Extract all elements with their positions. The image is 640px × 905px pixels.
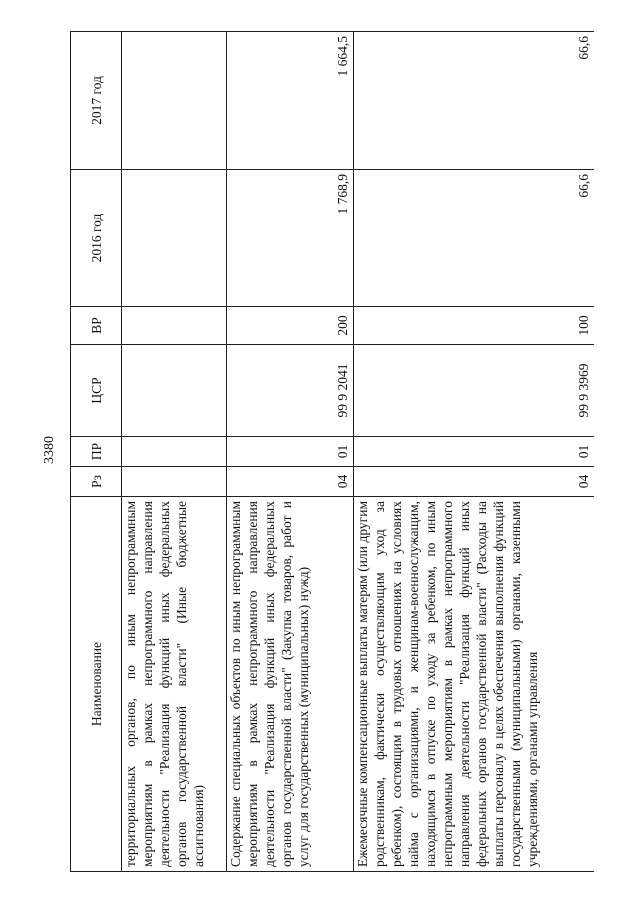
header-vr: ВР [71,307,122,345]
row-vr: 200 [227,307,354,345]
table-row [354,32,595,872]
row-pr: 01 [227,437,354,467]
header-2016: 2016 год [71,170,122,307]
header-name: Наименование [71,497,122,872]
header-pr: ПР [71,437,122,467]
row-rz [122,467,227,497]
row-vr [122,307,227,345]
row-name: территориальных органов, по иным непрограммным мероприятиям в рамках непрограммного направления деятельности "Реализация функций иных федеральных органов государственной власти" (Иные бюджетные ассигнования) [122,497,227,872]
table-row [227,32,354,872]
budget-table-sheet [70,32,592,872]
row-2017 [122,32,227,170]
row-csr: 99 9 3969 [354,345,595,437]
table-header-row [71,32,122,872]
row-csr: 99 9 2041 [227,345,354,437]
row-name: Ежемесячные компенсационные выплаты матерям (или другим родственникам, фактически осуществляющим уход за ребенком), состоящим в трудовых отношениях на условиях найма с организациями, и женщинам-военнослужащим, находящимся в отпуске по уходу за ребенком, по иным непрограммным мероприятиям в рамках непрограммного направления деятельности "Реализация функций иных федеральных органов государственной власти" (Расходы на выплаты персоналу в целях обеспечения выполнения функций государственными (муниципальными) органами, казенными учреждениями, органами управления [354,497,595,872]
row-2017: 1 664,5 [227,32,354,170]
row-name: Содержание специальных объектов по иным непрограммным мероприятиям в рамках непрограммного направления деятельности "Реализация функций иных федеральных органов государственной власти" (Закупка товаров, работ и услуг для государственных (муниципальных) нужд) [227,497,354,872]
table-row [122,32,227,872]
header-rz: Рз [71,467,122,497]
row-2016: 66,6 [354,170,595,307]
page-number: 3380 [42,436,57,464]
row-csr [122,345,227,437]
row-2016 [122,170,227,307]
row-2016: 1 768,9 [227,170,354,307]
header-2017: 2017 год [71,32,122,170]
row-2017: 66,6 [354,32,595,170]
row-vr: 100 [354,307,595,345]
row-pr [122,437,227,467]
row-rz: 04 [227,467,354,497]
row-pr: 01 [354,437,595,467]
budget-table [70,31,594,872]
row-rz: 04 [354,467,595,497]
header-csr: ЦСР [71,345,122,437]
